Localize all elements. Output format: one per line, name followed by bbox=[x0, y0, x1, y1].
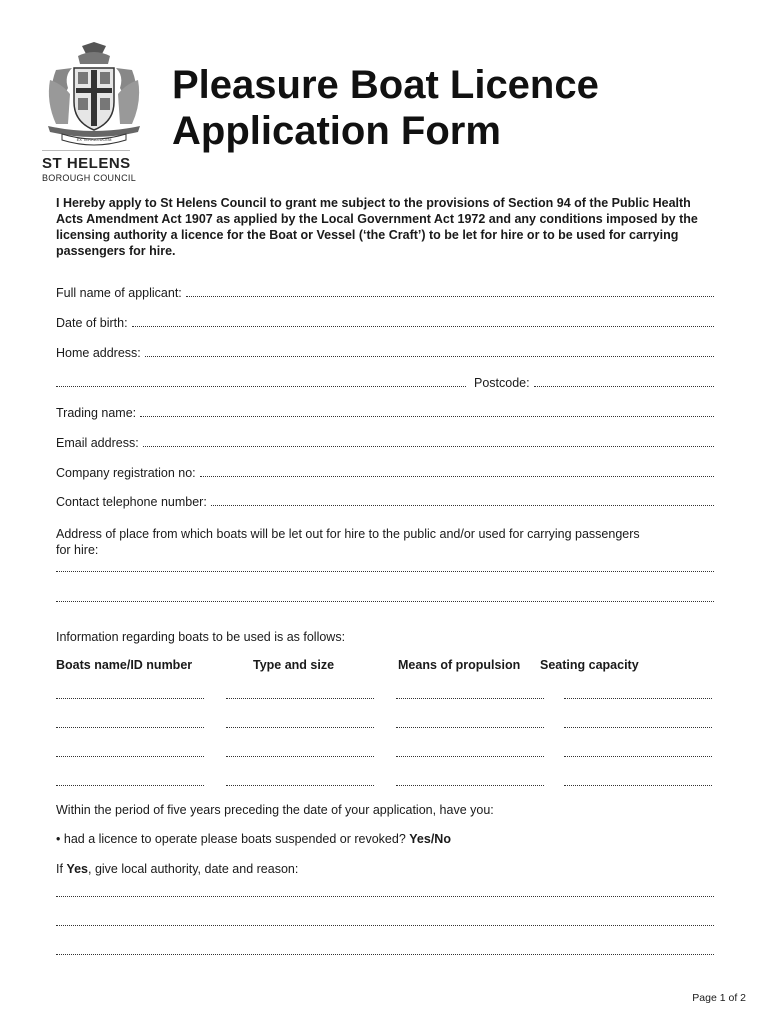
company-reg-field[interactable] bbox=[200, 475, 714, 477]
col-header-propulsion: Means of propulsion bbox=[398, 658, 521, 672]
company-reg-label: Company registration no: bbox=[56, 466, 196, 480]
phone-field[interactable] bbox=[211, 504, 714, 506]
boat-cell-3-4[interactable] bbox=[564, 755, 712, 757]
boat-cell-4-3[interactable] bbox=[396, 784, 544, 786]
crest-icon bbox=[42, 40, 146, 146]
col-header-type: Type and size bbox=[253, 658, 335, 672]
hire-address-line-2 bbox=[56, 600, 714, 605]
if-yes-rest: , give local authority, date and reason: bbox=[88, 862, 299, 876]
boat-cell-1-4[interactable] bbox=[564, 697, 712, 699]
boat-cell-1-2[interactable] bbox=[226, 697, 374, 699]
council-name: ST HELENS bbox=[42, 155, 131, 172]
home-address-line-2-field[interactable] bbox=[56, 385, 466, 387]
boat-cell-2-3[interactable] bbox=[396, 726, 544, 728]
company-reg-row bbox=[56, 466, 714, 480]
page-number: Page 1 of 2 bbox=[692, 992, 746, 1004]
boat-cell-4-4[interactable] bbox=[564, 784, 712, 786]
reason-line-2 bbox=[56, 924, 714, 929]
phone-label: Contact telephone number: bbox=[56, 495, 207, 509]
email-field[interactable] bbox=[143, 445, 714, 447]
home-address-field[interactable] bbox=[145, 355, 714, 357]
period-question: Within the period of five years preceding the date of your application, have you: bbox=[56, 803, 494, 817]
boat-cell-4-1[interactable] bbox=[56, 784, 204, 786]
home-address-row bbox=[56, 346, 714, 360]
council-logo bbox=[42, 40, 152, 183]
boat-cell-3-2[interactable] bbox=[226, 755, 374, 757]
if-yes-prefix: If bbox=[56, 862, 63, 876]
council-subtitle: BOROUGH COUNCIL bbox=[42, 173, 137, 183]
postcode-row bbox=[56, 376, 714, 390]
boats-intro: Information regarding boats to be used is as follows: bbox=[56, 630, 346, 644]
dob-field[interactable] bbox=[132, 325, 714, 327]
reason-field-2[interactable] bbox=[56, 924, 714, 926]
col-header-name: Boats name/ID number bbox=[56, 658, 193, 672]
hire-address-field-1[interactable] bbox=[56, 570, 714, 572]
boat-cell-2-1[interactable] bbox=[56, 726, 204, 728]
dob-row bbox=[56, 316, 714, 330]
reason-field-3[interactable] bbox=[56, 953, 714, 955]
yes-no-option[interactable]: Yes/No bbox=[409, 832, 451, 846]
reason-line-1 bbox=[56, 895, 714, 900]
intro-paragraph: I Hereby apply to St Helens Council to grant me subject to the provisions of Section 94 of the Public Health Acts Amendment Act 1907 as applied by the Local Government Act 1972 and any conditions imposed by the licensing authority a licence for the Boat or Vessel (‘the Craft’) to be let for hire or to be used for carrying passengers for hire. bbox=[56, 196, 698, 258]
home-address-label: Home address: bbox=[56, 346, 141, 360]
bullet-icon: • bbox=[56, 832, 61, 846]
boat-cell-1-1[interactable] bbox=[56, 697, 204, 699]
full-name-row bbox=[56, 286, 714, 300]
boat-cell-4-2[interactable] bbox=[226, 784, 374, 786]
if-yes-instruction bbox=[56, 861, 676, 877]
suspension-question bbox=[56, 831, 676, 847]
trading-name-field[interactable] bbox=[140, 415, 714, 417]
trading-name-row bbox=[56, 406, 714, 420]
phone-row bbox=[56, 495, 714, 509]
col-header-seating: Seating capacity bbox=[540, 658, 639, 672]
page-title bbox=[172, 62, 599, 154]
title-line-2: Application Form bbox=[172, 109, 501, 153]
reason-line-3 bbox=[56, 953, 714, 958]
boat-cell-3-1[interactable] bbox=[56, 755, 204, 757]
boat-cell-1-3[interactable] bbox=[396, 697, 544, 699]
trading-name-label: Trading name: bbox=[56, 406, 137, 420]
full-name-label: Full name of applicant: bbox=[56, 286, 182, 300]
motto-text: EX TERRA LUCEM bbox=[76, 137, 112, 142]
boat-cell-2-2[interactable] bbox=[226, 726, 374, 728]
address-question: Address of place from which boats will be let out for hire to the public and/or used for carrying passengers for hire: bbox=[56, 527, 640, 557]
postcode-field[interactable] bbox=[534, 385, 714, 387]
title-line-1: Pleasure Boat Licence bbox=[172, 63, 599, 107]
if-yes-bold: Yes bbox=[66, 862, 88, 876]
email-label: Email address: bbox=[56, 436, 139, 450]
full-name-field[interactable] bbox=[186, 295, 714, 297]
dob-label: Date of birth: bbox=[56, 316, 128, 330]
suspension-text: had a licence to operate please boats suspended or revoked? bbox=[63, 832, 406, 846]
boat-cell-3-3[interactable] bbox=[396, 755, 544, 757]
boat-cell-2-4[interactable] bbox=[564, 726, 712, 728]
postcode-label: Postcode: bbox=[474, 376, 530, 390]
email-row bbox=[56, 436, 714, 450]
hire-address-field-2[interactable] bbox=[56, 600, 714, 602]
hire-address-line-1 bbox=[56, 570, 714, 575]
reason-field-1[interactable] bbox=[56, 895, 714, 897]
